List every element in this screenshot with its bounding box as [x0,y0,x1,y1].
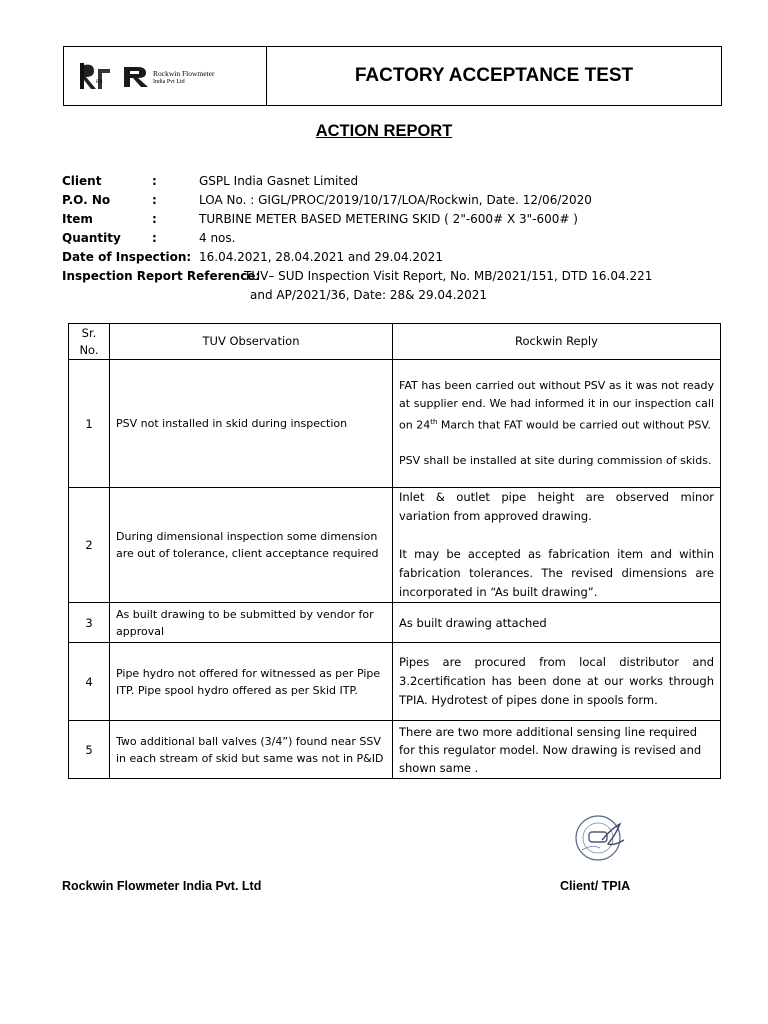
client-colon: : [152,174,157,188]
header-sr [69,324,110,360]
po-label: P.O. No [62,193,111,207]
reply-text: March that FAT would be carried out without PSV. [437,418,711,432]
date-label: Date of Inspection: [62,250,192,264]
item-value: TURBINE METER BASED METERING SKID ( 2"-600# X 3"-600# ) [199,212,578,226]
row-observation: PSV not installed in skid during inspection [110,360,393,488]
reference-value-line1: TUV– SUD Inspection Visit Report, No. MB/2021/151, DTD 16.04.221 [244,269,653,283]
row-reply: As built drawing attached [393,603,721,643]
row-sr: 1 [69,360,110,488]
company-logo-icon [78,61,112,91]
row-observation: During dimensional inspection some dimension are out of tolerance, client acceptance required [110,488,393,603]
quantity-label: Quantity [62,231,121,245]
logo-text [153,70,214,86]
row-observation: Two additional ball valves (3/4”) found near SSV in each stream of skid but same was not in P&ID [110,721,393,779]
observation-table [68,323,721,779]
client-label: Client [62,174,102,188]
row-reply: Pipes are procured from local distributor and 3.2certification has been done at our works through TPIA. Hydrotest of pipes done in spools form. [393,643,721,721]
reference-label: Inspection Report Reference: [62,269,261,283]
row-reply [393,360,721,488]
logo-text-line1: Rockwin Flowmeter [153,69,215,78]
table-row [69,603,721,643]
client-value: GSPL India Gasnet Limited [199,174,359,188]
quantity-colon: : [152,231,157,245]
report-title-wrap [0,122,768,141]
reference-value-line2: and AP/2021/36, Date: 28& 29.04.2021 [250,288,488,302]
reply-paragraph: It may be accepted as fabrication item and within fabrication tolerances. The revised dimensions are incorporated in “As built drawing”. [399,547,714,599]
row-reply [393,488,721,603]
header-box [63,46,722,106]
quantity-value: 4 nos. [199,231,236,245]
header-reply: Rockwin Reply [393,324,721,360]
rockwin-r-icon [122,65,150,89]
row-sr: 5 [69,721,110,779]
svg-text:RR: RR [96,80,103,85]
row-sr: 2 [69,488,110,603]
logo-text-line2: India Pvt Ltd [153,79,185,85]
inspection-stamp-icon [572,810,628,866]
reply-text: FAT has been carried out without PSV as it was not ready at supplier end. We had informed it in our inspection call on 24 [399,379,714,432]
signature-right: Client/ TPIA [560,879,631,893]
table-header-row [69,324,721,360]
row-sr: 4 [69,643,110,721]
row-observation: As built drawing to be submitted by vendor for approval [110,603,393,643]
table-row [69,643,721,721]
po-value: LOA No. : GIGL/PROC/2019/10/17/LOA/Rockwin, Date. 12/06/2020 [199,193,592,207]
table-row [69,488,721,603]
logo-cell [64,47,267,105]
reply-paragraph: Inlet & outlet pipe height are observed minor variation from approved drawing. [399,490,714,523]
reply-paragraph [399,377,714,435]
reply-paragraph: PSV shall be installed at site during commission of skids. [399,453,712,467]
header-sr-text: Sr. No. [79,325,99,357]
item-colon: : [152,212,157,226]
signature-left: Rockwin Flowmeter India Pvt. Ltd [62,879,262,893]
row-reply: There are two more additional sensing line required for this regulator model. Now drawing is revised and shown same . [393,721,721,779]
row-sr: 3 [69,603,110,643]
header-observation: TUV Observation [110,324,393,360]
reply-superscript: th [430,418,438,427]
item-label: Item [62,212,93,226]
document-title: FACTORY ACCEPTANCE TEST [354,65,634,86]
row-observation: Pipe hydro not offered for witnessed as per Pipe ITP. Pipe spool hydro offered as per Skid ITP. [110,643,393,721]
po-colon: : [152,193,157,207]
table-row [69,360,721,488]
report-title: ACTION REPORT [315,122,453,140]
date-value: 16.04.2021, 28.04.2021 and 29.04.2021 [199,250,443,264]
table-row [69,721,721,779]
